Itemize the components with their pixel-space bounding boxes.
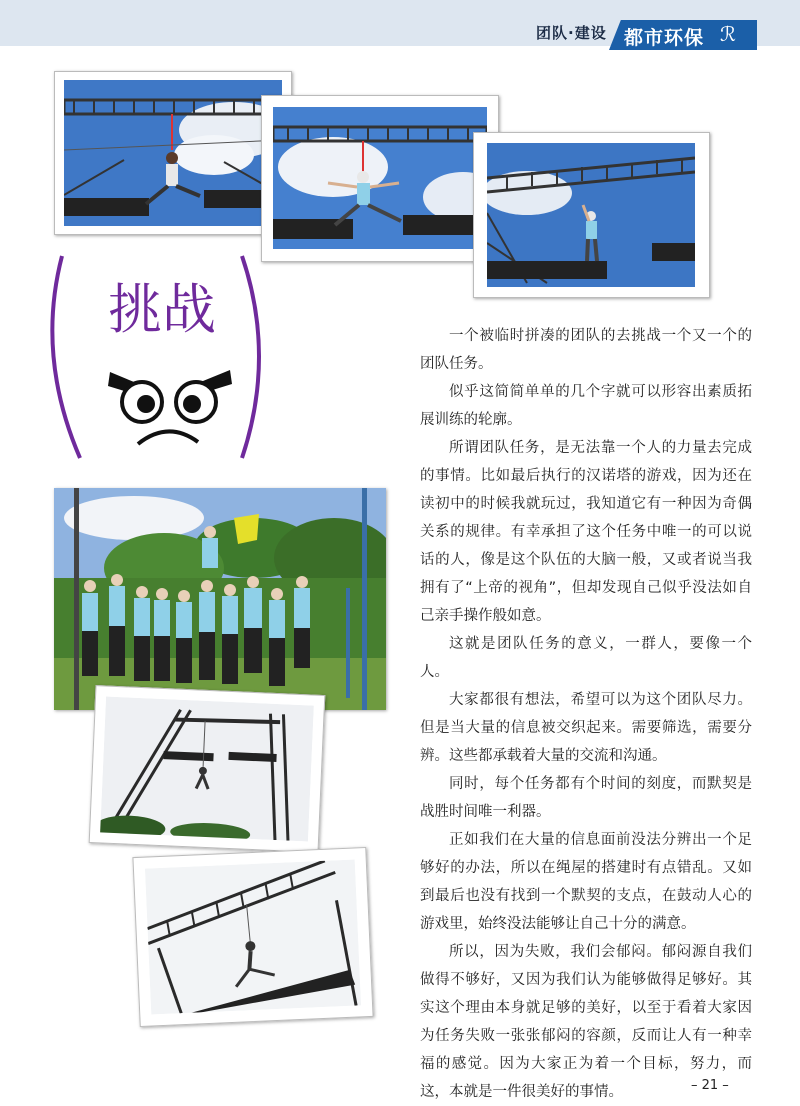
- article-paragraph: 所谓团队任务，是无法靠一个人的力量去完成的事情。比如最后执行的汉诺塔的游戏，因为还在读初中的时候我就玩过，我知道它有一种因为奇偶关系的规律。有幸承担了这个任务中唯一的可以说话的人，像是这个队伍的大脑一般，又或者说当我拥有了“上帝的视角”，但却发现自己似乎没法如自己亲手操作般如意。: [420, 440, 752, 624]
- photo-ropes-course-1: [54, 71, 292, 235]
- article-paragraph: 一个被临时拼凑的团队的去挑战一个又一个的团队任务。: [420, 328, 752, 372]
- photo-ropes-course-2: [261, 95, 499, 262]
- photo-ropes-course-4-image: [100, 697, 314, 842]
- photo-ropes-course-3: [473, 132, 710, 298]
- photo-team-group: [54, 488, 386, 710]
- article-paragraph: 正如我们在大量的信息面前没法分辨出一个足够好的办法，所以在绳屋的搭建时有点错乱。又如到最后也没有找到一个默契的支点，在鼓动人心的游戏里，始终没法能够让自己十分的满意。: [420, 832, 752, 932]
- magazine-title: 都市环保: [624, 27, 705, 49]
- doodle-title: 挑战: [108, 278, 216, 341]
- photo-ropes-course-5-image: [145, 859, 361, 1014]
- angry-face-icon: [108, 370, 232, 444]
- article-paragraph: 同时，每个任务都有个时间的刻度，而默契是战胜时间唯一利器。: [420, 776, 752, 820]
- article-paragraph: 所以，因为失败，我们会郁闷。郁闷源自我们做得不够好，又因为我们认为能够做得足够好。其实这个理由本身就足够的美好，以至于看着大家因为任务失败一张张郁闷的容颜，反而让人有一种幸福的感觉。因为大家正为着一个目标，努力，而这，本就是一件很美好的事情。: [420, 944, 752, 1100]
- page-number: – 21 –: [691, 1078, 729, 1093]
- doodle-right-bracket: [242, 256, 259, 458]
- article-body: [420, 322, 752, 1106]
- doodle-left-bracket: [52, 256, 80, 458]
- photo-ropes-course-2-image: [273, 107, 487, 249]
- photo-ropes-course-4: [89, 685, 326, 853]
- article-paragraph: 这就是团队任务的意义，一群人，要像一个人。: [420, 636, 752, 680]
- photo-ropes-course-5: [132, 847, 373, 1027]
- article-paragraph: 大家都很有想法，希望可以为这个团队尽力。但是当大量的信息被交织起来。需要筛选，需要分辨。这些都承载着大量的交流和沟通。: [420, 692, 752, 764]
- photo-ropes-course-3-image: [487, 143, 695, 287]
- section-title: 团队·建设: [536, 24, 607, 42]
- photo-team-group-image: [54, 488, 386, 710]
- magazine-logo-icon: ℛ: [720, 22, 736, 46]
- photo-ropes-course-1-image: [64, 80, 282, 226]
- article-paragraph: 似乎这简简单单的几个字就可以形容出素质拓展训练的轮廓。: [420, 384, 752, 428]
- challenge-doodle: [50, 250, 280, 462]
